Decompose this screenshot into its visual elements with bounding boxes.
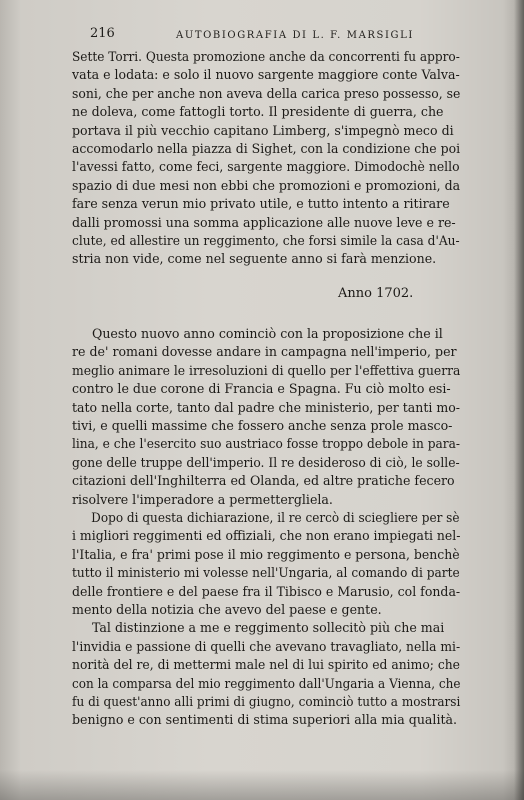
- running-head: AUTOBIOGRAFIA DI L. F. MARSIGLI: [176, 30, 414, 41]
- text-line: con la comparsa del mio reggimento dall'Ungaria a Vienna, che: [72, 675, 461, 691]
- text-line: re de' romani dovesse andare in campagna nell'imperio, per: [72, 344, 457, 360]
- page-number: 216: [90, 26, 115, 41]
- text-line: l'avessi fatto, come feci, sargente maggiore. Dimodochè nello: [72, 159, 460, 175]
- text-line: i migliori reggimenti ed offiziali, che non erano impiegati nel-: [72, 528, 461, 544]
- text-line: dalli promossi una somma applicazione alle nuove leve e re-: [72, 214, 456, 230]
- text-line: gone delle truppe dell'imperio. Il re desideroso di ciò, le solle-: [72, 454, 460, 470]
- text-line: Questo nuovo anno cominciò con la proposizione che il: [92, 325, 443, 341]
- paragraph: [72, 619, 460, 729]
- text-line: accomodarlo nella piazza di Sighet, con la condizione che poi: [72, 141, 461, 157]
- page-bottom-shadow: [0, 770, 524, 800]
- text-line: fare senza verun mio privato utile, e tutto intento a ritirare: [72, 196, 450, 212]
- text-line: tutto il ministerio mi volesse nell'Ungaria, al comando di parte: [72, 565, 460, 581]
- paragraph: [72, 325, 460, 509]
- text-line: tivi, e quelli massime che fossero anche senza prole masco-: [72, 417, 453, 433]
- page-header: [0, 26, 524, 46]
- text-line: l'invidia e passione di quelli che avevano travagliato, nella mi-: [72, 638, 461, 654]
- year-heading-text: Anno 1702.: [338, 286, 414, 301]
- text-line: delle frontiere e del paese fra il Tibisco e Marusio, col fonda-: [72, 583, 461, 599]
- text-line: vata e lodata: e solo il nuovo sargente maggiore conte Valva-: [72, 67, 460, 83]
- text-line: mento della notizia che avevo del paese e gente.: [72, 601, 382, 617]
- text-line: spazio di due mesi non ebbi che promozioni e promozioni, da: [72, 177, 461, 193]
- text-line: risolvere l'imperadore a permettergliela.: [72, 491, 333, 507]
- paragraph: [72, 48, 460, 269]
- text-line: Tal distinzione a me e reggimento sollecitò più che mai: [92, 620, 445, 636]
- text-line: Dopo di questa dichiarazione, il re cercò di sciegliere per sè: [91, 509, 460, 525]
- text-line: portava il più vecchio capitano Limberg, s'impegnò meco di: [72, 122, 454, 138]
- text-line: citazioni dell'Inghilterra ed Olanda, ed altre pratiche fecero: [72, 473, 455, 489]
- text-line: lina, e che l'esercito suo austriaco fosse troppo debole in para-: [72, 436, 461, 452]
- text-line: fu di quest'anno alli primi di giugno, cominciò tutto a mostrarsi: [72, 694, 461, 709]
- text-line: norità del re, di mettermi male nel di lui spirito ed animo; che: [72, 657, 460, 673]
- paragraph: [72, 509, 460, 619]
- body-text: [72, 48, 460, 730]
- text-line: contro le due corone di Francia e Spagna. Fu ciò molto esi-: [72, 381, 451, 397]
- text-line: tato nella corte, tanto dal padre che ministerio, per tanti mo-: [72, 399, 461, 415]
- text-line: meglio animare le irresoluzioni di quello per l'effettiva guerra: [72, 362, 461, 378]
- text-line: benigno e con sentimenti di stima superiori alla mia qualità.: [72, 712, 458, 728]
- text-line: ne doleva, come fattogli torto. Il presidente di guerra, che: [72, 104, 444, 120]
- text-line: soni, che per anche non aveva della carica preso possesso, se: [72, 85, 461, 101]
- page-edge-shadow: [514, 0, 524, 800]
- text-line: stria non vide, come nel seguente anno si farà menzione.: [72, 251, 437, 267]
- text-line: l'Italia, e fra' primi pose il mio reggimento e persona, benchè: [72, 546, 460, 562]
- text-line: clute, ed allestire un reggimento, che forsi simile la casa d'Au-: [72, 233, 460, 249]
- text-line: Sette Torri. Questa promozione anche da concorrenti fu appro-: [72, 49, 460, 64]
